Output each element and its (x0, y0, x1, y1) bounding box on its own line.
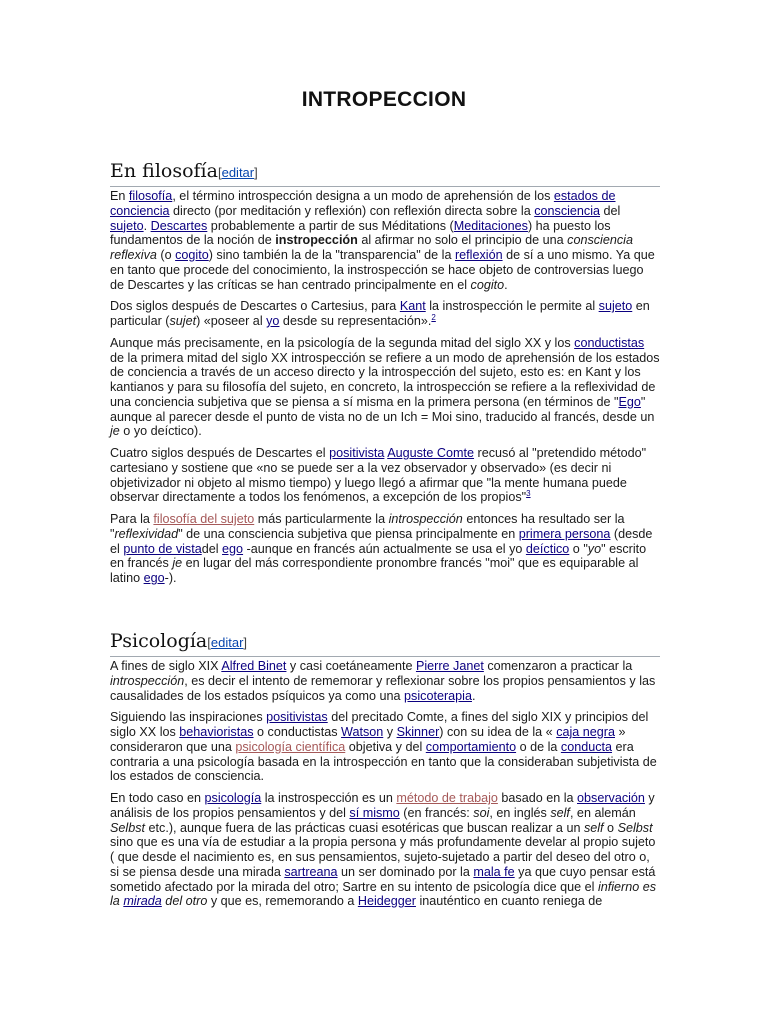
text-run: o " (569, 541, 588, 556)
edit-link[interactable]: editar (221, 165, 255, 180)
text-run: ) ha puesto los fundamentos de la noción de (110, 218, 611, 248)
wiki-link[interactable]: deíctico (525, 541, 570, 556)
text-run: Cuatro siglos después de Descartes el (110, 446, 330, 460)
wiki-link-missing[interactable]: método de trabajo (396, 791, 498, 805)
wiki-link[interactable]: behavioristas (179, 725, 254, 739)
wiki-link[interactable]: estados de conciencia (110, 189, 616, 218)
wiki-link[interactable]: mala fe (473, 864, 515, 879)
section-body-psicologia (110, 659, 660, 916)
text-run: » consideraron que una (110, 725, 626, 754)
italic-text: cogito (470, 277, 505, 292)
edit-link[interactable]: editar (210, 635, 244, 650)
text-run: A fines de siglo XIX (110, 659, 222, 673)
wiki-link[interactable]: mirada (123, 894, 162, 909)
text-run: Aunque más precisamente, en la psicología de la segunda mitad del siglo XX y los (110, 335, 575, 350)
text-run: o yo deíctico). (119, 424, 202, 439)
italic-text: je (172, 556, 183, 571)
text-run: al afirmar no solo el principio de una (357, 233, 568, 248)
wiki-link[interactable]: Ego (618, 394, 641, 409)
text-run: " de una consciencia subjetiva que piensa principalmente en (178, 526, 519, 541)
text-run: la instrospección le permite al (425, 299, 599, 314)
bold-text: instropección (275, 233, 358, 248)
paragraph (110, 446, 660, 505)
text-run: (desde el (110, 526, 653, 556)
footnote-link[interactable]: 2 (431, 312, 436, 322)
text-run: del (600, 203, 621, 218)
italic-text: sujet (169, 314, 197, 328)
text-run: (en francés: (399, 805, 474, 820)
text-run: y que es, rememorando a (207, 894, 358, 909)
text-run: En (110, 189, 129, 203)
text-run: y análisis de los propios pensamientos y del (110, 791, 655, 820)
text-run: o (603, 820, 618, 835)
text-run: probablemente a partir de sus Méditations ( (207, 218, 454, 233)
wiki-link[interactable]: Pierre Janet (415, 659, 484, 673)
text-run: ) sino también la de la "transparencia" de la (208, 248, 455, 262)
wiki-link[interactable]: Kant (399, 299, 426, 314)
text-run: ) «poseer al (196, 314, 267, 328)
text-run: desde su representación». (279, 314, 432, 328)
italic-text: infierno es la (110, 879, 657, 909)
wiki-link[interactable]: ego (143, 571, 165, 585)
text-run: entonces ha resultado ser la " (110, 512, 625, 541)
wiki-link[interactable]: Meditaciones (453, 218, 528, 233)
text-run: era contraria a una psicología basada en la introspección en tanto que la consideraban subjetivista de los estados de consciencia. (110, 739, 657, 784)
text-run: del (201, 541, 223, 556)
text-run: más particularmente la (254, 512, 389, 526)
text-run: sino que es una vía de estudiar a la propia persona y más profundamente develar al propio sujeto ( que desde el nacimiento es, en sus pensamientos, sujeto-sujetado a partir del deseo del otro o, si se piensa desde una mirada (110, 835, 656, 879)
wiki-link[interactable]: punto de vista (123, 541, 202, 556)
wiki-link[interactable]: sujeto (598, 299, 633, 314)
wiki-link[interactable]: caja negra (556, 725, 615, 739)
wiki-link[interactable]: Descartes (150, 218, 208, 233)
italic-text: self (583, 820, 604, 835)
text-run: en particular ( (110, 299, 650, 328)
text-run: , en alemán (569, 805, 636, 820)
paragraph (110, 659, 660, 703)
wiki-link-missing[interactable]: filosofía del sujeto (153, 512, 255, 526)
text-run: ya que cuyo pensar está sometido afectado por la mirada del otro; Sartre en su intento de psicología dice que el (110, 864, 656, 894)
document-title: INTROPECCION (301, 88, 467, 111)
text-run: . (504, 277, 508, 292)
text-run: , el término introspección designa a un modo de aprehensión de los (172, 189, 554, 203)
wiki-link[interactable]: conductistas (574, 335, 645, 350)
text-run: un ser dominado por la (337, 864, 474, 879)
italic-text: soi (473, 805, 490, 820)
edit-link-wrapper: [editar] (207, 635, 248, 650)
italic-text: consciencia reflexiva (110, 233, 633, 262)
text-run: Para la (110, 512, 154, 526)
paragraph (110, 710, 660, 784)
wiki-link[interactable]: observación (577, 791, 645, 805)
text-run: recusó al "pretendido método" cartesiano y sostiene que «no se puede ser a la vez observador y observado» (es decir ni objetivizador ni objeto al mismo tiempo) y luego llegó a afirmar que "la mente humana puede observar directamente a todos los fenómenos, a excepción de los propios" (110, 446, 647, 505)
wiki-link[interactable]: cogito (175, 248, 209, 262)
wiki-link[interactable]: conducta (560, 739, 613, 754)
wiki-link[interactable]: comportamiento (425, 739, 517, 754)
paragraph (110, 336, 660, 439)
wiki-link[interactable]: psicología (204, 791, 262, 805)
section-body-filosofia (110, 189, 660, 593)
paragraph (110, 791, 660, 909)
wiki-link[interactable]: ego (222, 541, 244, 556)
text-run: basado en la (497, 791, 578, 805)
text-run: del precitado Comte, a fines del siglo XIX y principios del siglo XX los (110, 710, 649, 739)
italic-text: introspección (388, 512, 463, 526)
text-run: directo (por meditación y reflexión) con reflexión directa sobre la (169, 203, 535, 218)
text-run: ) con su idea de la « (439, 725, 557, 739)
text-run: inauténtico en cuanto reniega de (415, 894, 603, 909)
section-heading-text: Psicología (110, 630, 208, 652)
text-run: -). (164, 571, 177, 585)
text-run: la instrospección es un (261, 791, 397, 805)
text-run: y (383, 725, 397, 739)
footnote-ref (526, 489, 530, 498)
text-run: Dos siglos después de Descartes o Cartesius, para (110, 299, 400, 314)
wiki-link[interactable]: Watson (341, 725, 384, 739)
wiki-link[interactable]: sartreana (284, 864, 338, 879)
paragraph (110, 512, 660, 586)
text-run: comenzaron a practicar la (483, 659, 633, 673)
wiki-link[interactable]: Auguste Comte (387, 446, 475, 460)
text-run: de sí a uno mismo. Ya que en tanto que procede del conocimiento, la instrospección se hace objeto de controversias luego de Descartes y las críticas se han centrado principalmente en el (110, 248, 655, 292)
wiki-link-missing[interactable]: psicología científica (235, 739, 346, 754)
text-run: o conductistas (253, 725, 342, 739)
text-run: o de la (516, 739, 561, 754)
text-run: En todo caso en (110, 791, 205, 805)
italic-text: je (110, 424, 120, 439)
text-run: " escrito en francés (110, 541, 647, 571)
section-heading-filosofia (110, 160, 660, 187)
paragraph (110, 189, 660, 292)
italic-text: self (550, 805, 570, 820)
wiki-link[interactable]: consciencia (534, 203, 601, 218)
italic-text: yo (587, 541, 602, 556)
text-run: en lugar del más correspondiente pronombre francés "moi" que es equiparable al latino (110, 556, 639, 585)
text-run: -aunque en francés aún actualmente se usa el yo (243, 541, 526, 556)
wiki-link[interactable]: positivistas (266, 710, 328, 725)
wiki-link[interactable]: sí mismo (349, 805, 400, 820)
section-heading-psicologia (110, 630, 660, 657)
wiki-link[interactable]: Alfred Binet (221, 659, 287, 673)
text-run: y casi coetáneamente (286, 659, 416, 673)
italic-text: Selbst (110, 820, 146, 835)
text-run: . (471, 688, 476, 703)
paragraph (110, 299, 660, 329)
italic-text: Selbst (617, 820, 653, 835)
text-run: Siguiendo las inspiraciones (110, 710, 267, 725)
wiki-link[interactable]: psicoterapia (404, 688, 472, 703)
wiki-link[interactable]: filosofía (128, 189, 173, 203)
text-run: de la primera mitad del siglo XX introspección se refiere a un modo de aprehensión de los estados de conciencia a través de un acceso directo y la introspección del sujeto, esto es: en Kant y los kantianos y para su filosofía del sujeto, en concreto, la introspección se refiere a la reflexividad de una conciencia subjetiva que se piensa a sí misma en la primera persona (en términos de " (110, 350, 660, 409)
edit-link-wrapper: [editar] (217, 165, 258, 180)
text-run: , en inglés (489, 805, 551, 820)
wiki-link[interactable]: sujeto (110, 218, 144, 233)
wiki-link[interactable]: yo (266, 314, 280, 328)
text-run: (o (156, 248, 176, 262)
wiki-link[interactable]: primera persona (518, 526, 611, 541)
text-run: etc.), aunque fuera de las prácticas cuasi esotéricas que buscan realizar a un (145, 820, 584, 835)
section-heading-text: En filosofía (110, 160, 218, 182)
text-run: . (143, 218, 151, 233)
italic-text: reflexividad (114, 526, 179, 541)
wiki-link[interactable]: positivista (329, 446, 385, 460)
italic-text: del otro (161, 894, 208, 909)
text-run: " aunque al parecer desde el punto de vista no de un Ich = Moi sino, traducido al francés, desde un (110, 394, 655, 424)
wiki-link[interactable]: Skinner (396, 725, 440, 739)
text-run: , es decir el intento de rememorar y reflexionar sobre los propios pensamientos y las causalidades de los estados psíquicos ya como una (110, 673, 656, 703)
italic-text: introspección (110, 673, 185, 688)
wiki-link[interactable]: Heidegger (357, 894, 416, 909)
wiki-link[interactable]: reflexión (454, 248, 503, 262)
footnote-link[interactable]: 3 (526, 489, 531, 499)
footnote-ref (431, 313, 435, 322)
text-run: objetiva y del (345, 739, 426, 754)
